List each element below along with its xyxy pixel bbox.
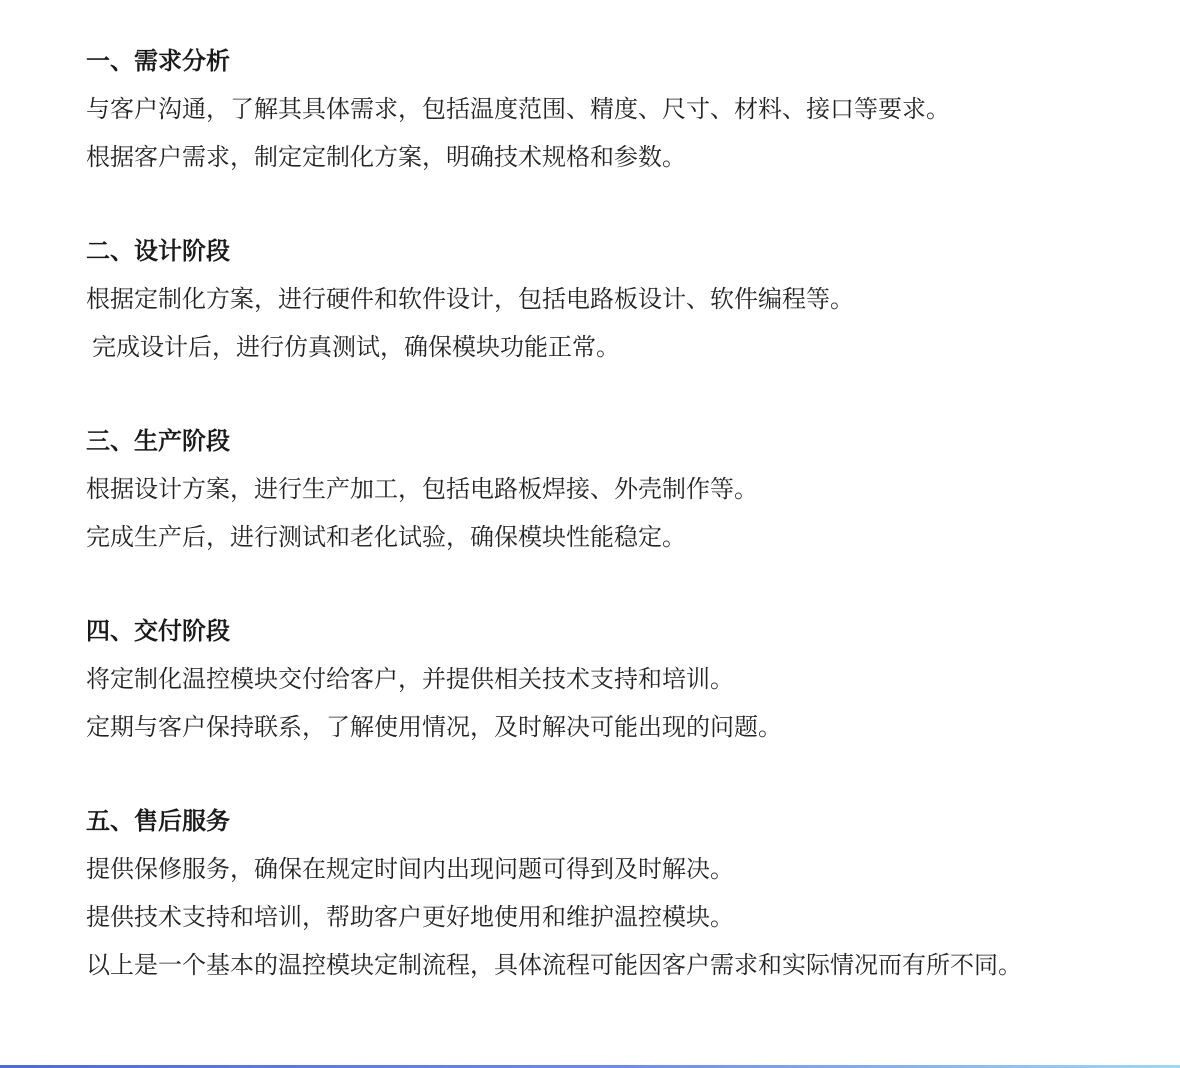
section-production-stage (86, 417, 1106, 561)
section-delivery-stage (86, 607, 1106, 751)
paragraph: 与客户沟通，了解其具体需求，包括温度范围、精度、尺寸、材料、接口等要求。 (86, 95, 950, 123)
paragraph-summary: 以上是一个基本的温控模块定制流程，具体流程可能因客户需求和实际情况而有所不同。 (86, 951, 1022, 979)
section-heading: 二、设计阶段 (86, 237, 230, 265)
section-heading: 一、需求分析 (86, 47, 230, 75)
section-heading: 五、售后服务 (86, 807, 230, 835)
paragraph: 完成设计后，进行仿真测试，确保模块功能正常。 (92, 333, 620, 361)
section-heading: 四、交付阶段 (86, 617, 230, 645)
paragraph: 提供技术支持和培训，帮助客户更好地使用和维护温控模块。 (86, 903, 734, 931)
paragraph: 完成生产后，进行测试和老化试验，确保模块性能稳定。 (86, 523, 686, 551)
document-body (86, 37, 1106, 989)
paragraph: 定期与客户保持联系，了解使用情况，及时解决可能出现的问题。 (86, 713, 782, 741)
section-design-stage (86, 227, 1106, 371)
paragraph: 根据设计方案，进行生产加工，包括电路板焊接、外壳制作等。 (86, 475, 758, 503)
section-after-sales-service (86, 797, 1106, 989)
paragraph: 根据客户需求，制定定制化方案，明确技术规格和参数。 (86, 143, 686, 171)
section-requirements-analysis (86, 37, 1106, 181)
section-heading: 三、生产阶段 (86, 427, 230, 455)
paragraph: 根据定制化方案，进行硬件和软件设计，包括电路板设计、软件编程等。 (86, 285, 854, 313)
paragraph: 提供保修服务，确保在规定时间内出现问题可得到及时解决。 (86, 855, 734, 883)
paragraph: 将定制化温控模块交付给客户，并提供相关技术支持和培训。 (86, 665, 734, 693)
